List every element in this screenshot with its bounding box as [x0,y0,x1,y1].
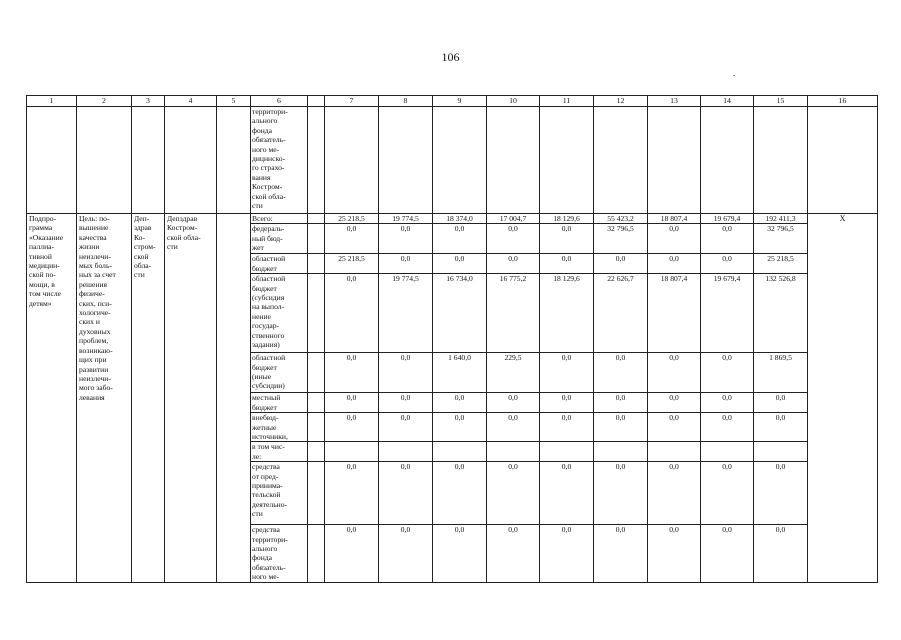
header-cell: 3 [132,96,165,107]
value-cell: 0,0 [325,462,379,525]
empty-cell [308,393,325,413]
value-cell: 0,0 [487,254,540,274]
header-cell: 2 [77,96,132,107]
value-cell: 0,0 [701,254,754,274]
value-cell: 0,0 [433,525,487,583]
value-cell: 0,0 [594,353,648,393]
value-cell: 0,0 [433,462,487,525]
value-cell: 0,0 [540,254,594,274]
value-cell: 25 218,5 [325,214,379,224]
value-cell [701,442,754,462]
empty-cell [540,107,594,214]
value-cell [540,442,594,462]
header-cell: 9 [433,96,487,107]
empty-cell [487,107,540,214]
source-cell: в том чис- ле: [251,442,308,462]
empty-cell [77,107,132,214]
header-cell: 7 [325,96,379,107]
value-cell: 0,0 [540,224,594,254]
empty-cell [648,107,701,214]
header-cell: 11 [540,96,594,107]
empty-cell [308,254,325,274]
value-cell: 0,0 [487,462,540,525]
value-cell: 0,0 [540,525,594,583]
header-cell: 6 [251,96,308,107]
value-cell: 19 774,5 [379,274,433,353]
value-cell: 19 679,4 [701,214,754,224]
value-cell: 0,0 [540,462,594,525]
value-cell: 1 869,5 [754,353,808,393]
value-cell: 0,0 [325,353,379,393]
value-cell: 0,0 [754,525,808,583]
value-cell: 0,0 [594,462,648,525]
value-cell: 0,0 [379,353,433,393]
value-cell: 22 626,7 [594,274,648,353]
empty-cell [325,107,379,214]
source-cell: средства от пред- принима- тельской деятельно- сти [251,462,308,525]
empty-cell [308,107,325,214]
empty-cell [379,107,433,214]
value-cell: 0,0 [540,353,594,393]
value-cell: 0,0 [754,413,808,442]
value-cell: 0,0 [701,413,754,442]
value-cell: 0,0 [379,393,433,413]
value-cell: 0,0 [379,224,433,254]
value-cell: 0,0 [594,254,648,274]
source-cell: территори- ального фонда обязатель- ного ме- дицинско- го страхо- вания Костром- ской обла- сти [251,107,308,214]
value-cell: 1 640,0 [433,353,487,393]
participant-cell: Депздрав Костром- ской обла- сти [165,214,217,583]
value-cell: 19 679,4 [701,274,754,353]
program-name-cell: Подпро- грамма «Оказание паллиа- тивной медицин- ской по- мощи, в том числе детям» [27,214,77,583]
value-cell: 19 774,5 [379,214,433,224]
value-cell: 18 807,4 [648,214,701,224]
header-cell: 13 [648,96,701,107]
result-cell: X [808,214,878,583]
value-cell: 32 796,5 [594,224,648,254]
value-cell: 0,0 [487,393,540,413]
executor-cell: Деп- здрав Ко- стром- ской обла- сти [132,214,165,583]
value-cell: 0,0 [754,462,808,525]
value-cell: 0,0 [433,393,487,413]
value-cell: 0,0 [648,224,701,254]
value-cell: 192 411,3 [754,214,808,224]
value-cell: 0,0 [540,413,594,442]
header-cell: 16 [808,96,878,107]
value-cell [487,442,540,462]
header-row [27,96,878,107]
header-cell: 1 [27,96,77,107]
value-cell: 0,0 [594,413,648,442]
table-row [27,214,878,224]
value-cell: 0,0 [701,224,754,254]
value-cell: 18 374,0 [433,214,487,224]
source-cell: федераль- ный бюд- жет [251,224,308,254]
value-cell: 0,0 [594,525,648,583]
header-cell: 4 [165,96,217,107]
value-cell: 16 734,0 [433,274,487,353]
empty-cell [701,107,754,214]
empty-cell [308,274,325,353]
value-cell: 0,0 [701,525,754,583]
value-cell: 25 218,5 [754,254,808,274]
source-cell: средства территори- ального фонда обязатель- ного ме- [251,525,308,583]
empty-cell [433,107,487,214]
value-cell: 16 775,2 [487,274,540,353]
top-mark: . [733,68,736,78]
value-cell: 132 526,8 [754,274,808,353]
value-cell: 0,0 [701,353,754,393]
empty-cell [308,353,325,393]
value-cell: 0,0 [379,413,433,442]
header-cell: 10 [487,96,540,107]
value-cell: 0,0 [540,393,594,413]
value-cell: 0,0 [379,525,433,583]
value-cell: 0,0 [433,413,487,442]
empty-cell [308,462,325,525]
value-cell: 0,0 [648,353,701,393]
source-cell: областной бюджет (субсидия на выпол- нение государ- ственного задания) [251,274,308,353]
value-cell: 0,0 [701,393,754,413]
table-row [27,107,878,214]
header-cell: 12 [594,96,648,107]
program-goal-cell: Цель: по- вышение качества жизни неизлечи- мых боль- ных за счет решения физиче- ских, пси- хологиче- ских и духовных проблем, возникаю- щих при развитии неизлечи- мого забо- левания [77,214,132,583]
funding-table [26,95,878,583]
value-cell: 0,0 [648,254,701,274]
value-cell: 0,0 [648,462,701,525]
value-cell: 0,0 [379,462,433,525]
source-cell: внебюд- жетные источники, [251,413,308,442]
value-cell: 25 218,5 [325,254,379,274]
value-cell [325,442,379,462]
value-cell [754,442,808,462]
value-cell: 229,5 [487,353,540,393]
value-cell [433,442,487,462]
value-cell: 17 004,7 [487,214,540,224]
source-cell: областной бюджет (иные субсидии) [251,353,308,393]
value-cell: 0,0 [487,413,540,442]
header-cell: 5 [217,96,251,107]
value-cell: 0,0 [325,525,379,583]
value-cell: 0,0 [487,224,540,254]
empty-cell [217,107,251,214]
value-cell: 18 807,4 [648,274,701,353]
source-cell: местный бюджет [251,393,308,413]
empty-cell [27,107,77,214]
empty-cell [594,107,648,214]
empty-cell [308,525,325,583]
empty-cell [308,214,325,224]
value-cell [379,442,433,462]
value-cell: 18 129,6 [540,274,594,353]
empty-cell [132,107,165,214]
value-cell: 0,0 [325,393,379,413]
value-cell: 0,0 [433,224,487,254]
value-cell: 0,0 [648,413,701,442]
empty-cell [308,224,325,254]
value-cell: 18 129,6 [540,214,594,224]
empty-cell [308,442,325,462]
header-cell [308,96,325,107]
header-cell: 14 [701,96,754,107]
value-cell: 0,0 [648,393,701,413]
value-cell: 55 423,2 [594,214,648,224]
source-cell: областной бюджет [251,254,308,274]
value-cell: 32 796,5 [754,224,808,254]
header-cell: 15 [754,96,808,107]
value-cell: 0,0 [701,462,754,525]
value-cell: 0,0 [433,254,487,274]
header-cell: 8 [379,96,433,107]
value-cell [648,442,701,462]
value-cell [594,442,648,462]
empty-cell [217,214,251,583]
value-cell: 0,0 [594,393,648,413]
value-cell: 0,0 [379,254,433,274]
empty-cell [808,107,878,214]
empty-cell [308,413,325,442]
value-cell: 0,0 [754,393,808,413]
value-cell: 0,0 [325,224,379,254]
value-cell: 0,0 [648,525,701,583]
value-cell: 0,0 [487,525,540,583]
page-number: 106 [441,50,460,64]
value-cell: 0,0 [325,274,379,353]
empty-cell [165,107,217,214]
value-cell: 0,0 [325,413,379,442]
source-cell: Всего: [251,214,308,224]
empty-cell [754,107,808,214]
